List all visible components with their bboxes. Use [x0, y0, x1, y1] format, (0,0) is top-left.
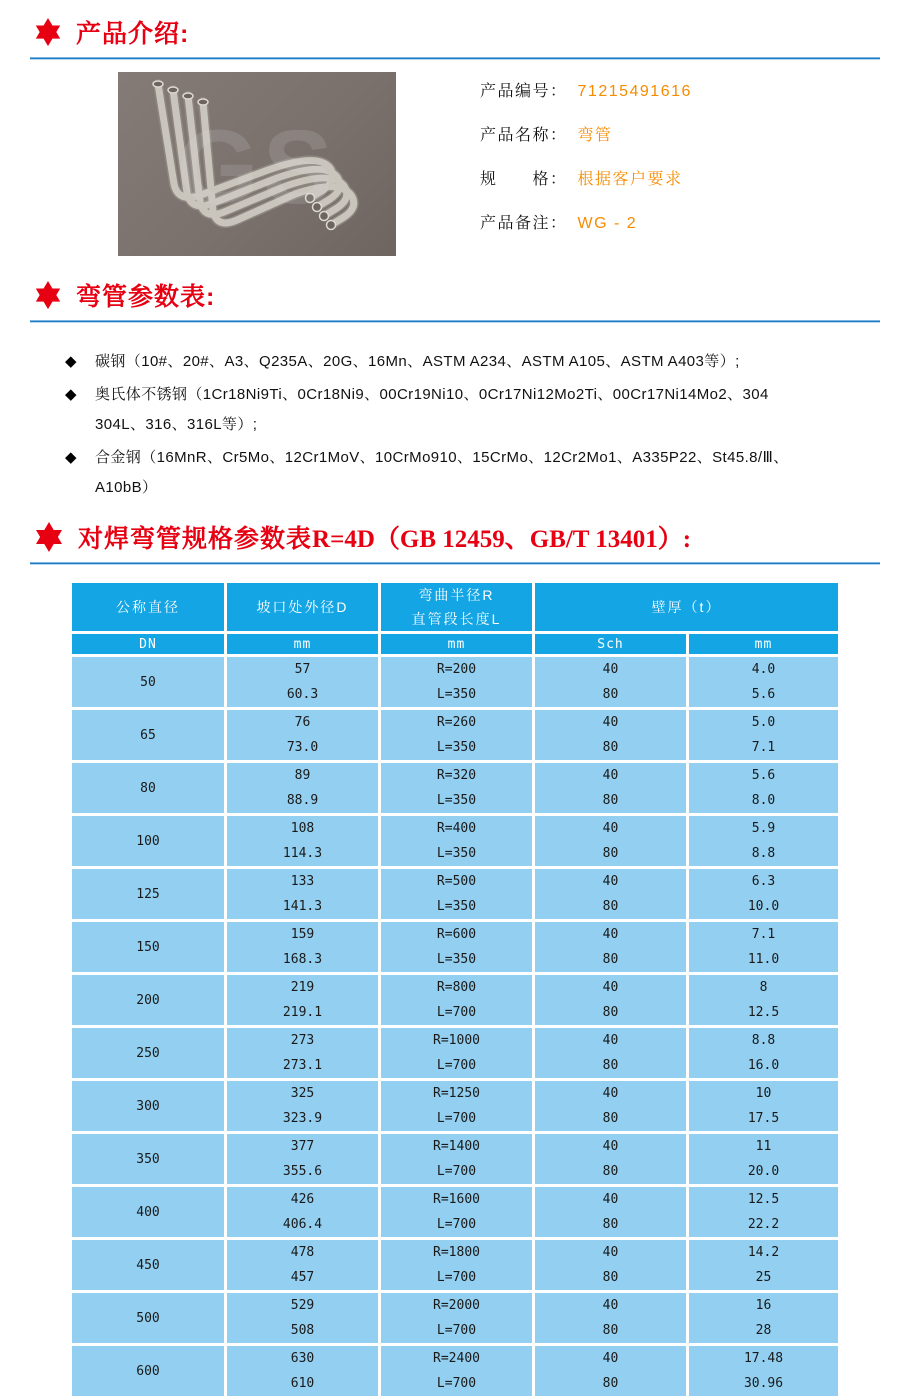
thickness-cell: 16 28 [688, 1292, 840, 1345]
list-item-text: 合金钢（16MnR、Cr5Mo、12Cr1MoV、10CrMo910、15CrMo、12Cr2Mo1、A335P22、St45.8/Ⅲ、 A10bB） [95, 449, 789, 496]
thickness-cell: 8 12.5 [688, 974, 840, 1027]
unit-sch: Sch [534, 633, 688, 656]
dn-cell: 450 [71, 1239, 226, 1292]
dn-cell: 100 [71, 815, 226, 868]
radius-length-cell: R=260 L=350 [380, 709, 534, 762]
sch-cell: 40 80 [534, 1027, 688, 1080]
field-value: 弯管 [577, 127, 613, 144]
table-row [71, 1186, 840, 1239]
table-row [71, 1080, 840, 1133]
field-product-name [480, 125, 692, 147]
dn-cell: 600 [71, 1345, 226, 1396]
header-nominal-diameter: 公称直径 [71, 582, 226, 633]
dn-cell: 50 [71, 656, 226, 709]
table-row [71, 1239, 840, 1292]
outer-diameter-cell: 108 114.3 [226, 815, 380, 868]
red-star-icon [33, 521, 65, 553]
radius-length-cell: R=2000 L=700 [380, 1292, 534, 1345]
sch-cell: 40 80 [534, 1186, 688, 1239]
field-value: 71215491616 [577, 83, 692, 100]
field-label: 规 格： [480, 171, 568, 188]
unit-dn: DN [71, 633, 226, 656]
thickness-cell: 10 17.5 [688, 1080, 840, 1133]
dn-cell: 400 [71, 1186, 226, 1239]
outer-diameter-cell: 133 141.3 [226, 868, 380, 921]
header-straight-length: 直管段长度L [411, 611, 502, 627]
field-label: 产品编号： [480, 83, 568, 100]
unit-d: mm [226, 633, 380, 656]
table-row [71, 921, 840, 974]
section-header-spec-table [33, 519, 909, 555]
bent-pipes-image [118, 72, 396, 256]
outer-diameter-cell: 377 355.6 [226, 1133, 380, 1186]
field-product-note [480, 213, 692, 235]
field-value: WG - 2 [577, 215, 638, 232]
sch-cell: 40 80 [534, 1239, 688, 1292]
table-row [71, 762, 840, 815]
table-row [71, 1345, 840, 1396]
radius-length-cell: R=1800 L=700 [380, 1239, 534, 1292]
dn-cell: 80 [71, 762, 226, 815]
outer-diameter-cell: 57 60.3 [226, 656, 380, 709]
header-bend-radius: 弯曲半径R [418, 587, 495, 603]
radius-length-cell: R=1400 L=700 [380, 1133, 534, 1186]
section-title: 产品介绍: [76, 20, 190, 48]
sch-cell: 40 80 [534, 974, 688, 1027]
section-title-en: R=4D（GB 12459、GB/T 13401）: [312, 526, 692, 553]
thickness-cell: 6.3 10.0 [688, 868, 840, 921]
field-specification [480, 169, 692, 191]
list-item-alloy-steel [65, 443, 854, 503]
radius-length-cell: R=400 L=350 [380, 815, 534, 868]
outer-diameter-cell: 89 88.9 [226, 762, 380, 815]
thickness-cell: 12.5 22.2 [688, 1186, 840, 1239]
thickness-cell: 17.48 30.96 [688, 1345, 840, 1396]
thickness-cell: 7.1 11.0 [688, 921, 840, 974]
sch-cell: 40 80 [534, 656, 688, 709]
table-row [71, 974, 840, 1027]
thickness-cell: 5.6 8.0 [688, 762, 840, 815]
product-intro-block [0, 72, 909, 257]
diamond-bullet-icon: ◆ [65, 386, 77, 403]
product-photo [118, 72, 396, 256]
diamond-bullet-icon: ◆ [65, 449, 77, 466]
unit-t: mm [688, 633, 840, 656]
outer-diameter-cell: 529 508 [226, 1292, 380, 1345]
outer-diameter-cell: 219 219.1 [226, 974, 380, 1027]
outer-diameter-cell: 426 406.4 [226, 1186, 380, 1239]
radius-length-cell: R=1600 L=700 [380, 1186, 534, 1239]
sch-cell: 40 80 [534, 1292, 688, 1345]
radius-length-cell: R=1000 L=700 [380, 1027, 534, 1080]
table-header-row [71, 582, 840, 633]
list-item-stainless-steel [65, 380, 854, 440]
sch-cell: 40 80 [534, 709, 688, 762]
spec-table-body [71, 656, 840, 1396]
sch-cell: 40 80 [534, 1080, 688, 1133]
outer-diameter-cell: 325 323.9 [226, 1080, 380, 1133]
thickness-cell: 8.8 16.0 [688, 1027, 840, 1080]
field-product-code [480, 81, 692, 103]
header-wall-thickness: 壁厚（t） [534, 582, 840, 633]
thickness-cell: 4.0 5.6 [688, 656, 840, 709]
thickness-cell: 11 20.0 [688, 1133, 840, 1186]
red-star-icon [33, 17, 63, 47]
thickness-cell: 5.9 8.8 [688, 815, 840, 868]
section-divider [30, 57, 880, 60]
section-title: 弯管参数表: [76, 283, 216, 311]
header-outer-diameter: 坡口处外径D [226, 582, 380, 633]
sch-cell: 40 80 [534, 1345, 688, 1396]
radius-length-cell: R=500 L=350 [380, 868, 534, 921]
sch-cell: 40 80 [534, 868, 688, 921]
dn-cell: 200 [71, 974, 226, 1027]
list-item-text: 碳钢（10#、20#、A3、Q235A、20G、16Mn、ASTM A234、ASTM A105、ASTM A403等）; [95, 353, 740, 370]
dn-cell: 65 [71, 709, 226, 762]
table-row [71, 656, 840, 709]
diamond-bullet-icon: ◆ [65, 353, 77, 370]
sch-cell: 40 80 [534, 815, 688, 868]
material-list [65, 347, 854, 503]
list-item-carbon-steel [65, 347, 854, 377]
spec-table [69, 580, 841, 1396]
product-fields [480, 72, 692, 257]
table-row [71, 815, 840, 868]
dn-cell: 150 [71, 921, 226, 974]
outer-diameter-cell: 273 273.1 [226, 1027, 380, 1080]
radius-length-cell: R=2400 L=700 [380, 1345, 534, 1396]
header-radius-length [380, 582, 534, 633]
dn-cell: 500 [71, 1292, 226, 1345]
sch-cell: 40 80 [534, 1133, 688, 1186]
thickness-cell: 5.0 7.1 [688, 709, 840, 762]
table-row [71, 1027, 840, 1080]
list-item-text: 奥氏体不锈钢（1Cr18Ni9Ti、0Cr18Ni9、00Cr19Ni10、0Cr17Ni12Mo2Ti、00Cr17Ni14Mo2、304 304L、316、316L等）; [95, 386, 769, 433]
table-units-row [71, 633, 840, 656]
section-title-cn: 对焊弯管规格参数表 [78, 525, 313, 553]
radius-length-cell: R=200 L=350 [380, 656, 534, 709]
section-divider [30, 320, 880, 323]
outer-diameter-cell: 630 610 [226, 1345, 380, 1396]
outer-diameter-cell: 478 457 [226, 1239, 380, 1292]
table-row [71, 1133, 840, 1186]
radius-length-cell: R=800 L=700 [380, 974, 534, 1027]
dn-cell: 125 [71, 868, 226, 921]
dn-cell: 350 [71, 1133, 226, 1186]
table-row [71, 709, 840, 762]
outer-diameter-cell: 159 168.3 [226, 921, 380, 974]
photo-watermark: GS [177, 108, 337, 226]
section-divider [30, 562, 880, 565]
field-label: 产品备注： [480, 215, 568, 232]
red-star-icon [33, 280, 63, 310]
section-header-product-intro [33, 0, 909, 50]
radius-length-cell: R=320 L=350 [380, 762, 534, 815]
field-value: 根据客户要求 [577, 171, 683, 188]
dn-cell: 300 [71, 1080, 226, 1133]
dn-cell: 250 [71, 1027, 226, 1080]
sch-cell: 40 80 [534, 921, 688, 974]
radius-length-cell: R=600 L=350 [380, 921, 534, 974]
sch-cell: 40 80 [534, 762, 688, 815]
thickness-cell: 14.2 25 [688, 1239, 840, 1292]
section-title [78, 519, 691, 555]
radius-length-cell: R=1250 L=700 [380, 1080, 534, 1133]
table-row [71, 1292, 840, 1345]
field-label: 产品名称： [480, 127, 568, 144]
spec-table-head [71, 582, 840, 656]
unit-rl: mm [380, 633, 534, 656]
outer-diameter-cell: 76 73.0 [226, 709, 380, 762]
section-header-parameters [33, 277, 909, 313]
table-row [71, 868, 840, 921]
